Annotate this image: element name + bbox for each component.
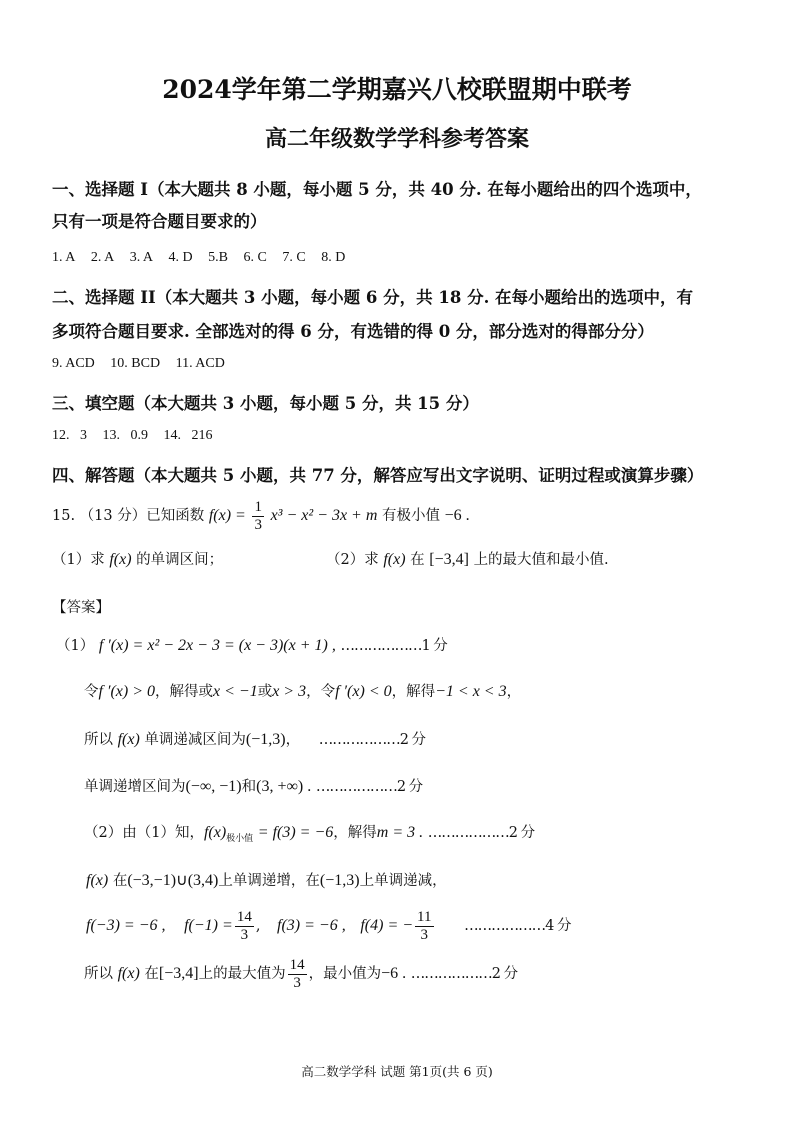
text: ，令: [306, 684, 336, 700]
frac-numerator: 11: [417, 908, 432, 925]
solution-line-8: [84, 954, 517, 994]
math: −1 < x < 3: [435, 683, 507, 700]
text: 上单调递增，在: [218, 873, 320, 889]
text: ，解得: [333, 825, 377, 841]
math: m = 3 .: [376, 824, 424, 841]
answer-item: 13. 0.9: [102, 428, 148, 443]
math: f(−1) =: [184, 917, 233, 934]
part-label: （1）: [56, 638, 95, 654]
text: 或: [257, 684, 273, 700]
text: 单调递增区间为: [84, 779, 186, 795]
math: f ′(x) > 0: [98, 683, 155, 700]
math: (−1,3): [319, 872, 360, 889]
solution-line-5: [84, 821, 534, 844]
math: (3, +∞) .: [256, 778, 312, 795]
math: f(x): [86, 872, 109, 889]
math: −6 .: [381, 965, 407, 982]
q15-part1: [52, 548, 223, 569]
answer-item: 10. BCD: [110, 356, 161, 371]
q15-func-lhs: f(x) =: [208, 507, 246, 524]
subscript: 极小值: [226, 833, 254, 844]
q15-func-rhs: x³ − x² − 3x + m: [270, 507, 378, 524]
page-footer: 高二数学学科 试题 第1页(共 6 页): [301, 1064, 493, 1079]
solution-line-4: [84, 775, 422, 796]
q15-part1-text: 的单调区间；: [136, 552, 224, 568]
section1-answers: [52, 250, 357, 266]
score-marker: ………………2 分: [410, 966, 518, 982]
q15-prefix: 15. （13 分）已知函数: [52, 508, 205, 524]
math: f(x): [203, 824, 227, 841]
section1-heading-line1: 一、选择题 I（本大题共 8 小题，每小题 5 分，共 40 分. 在每小题给出的四个选项中，: [52, 180, 702, 199]
text: ，: [285, 732, 301, 748]
math: f(x): [117, 731, 140, 748]
math: x < −1: [213, 683, 258, 700]
answer-item: 7. C: [282, 250, 306, 265]
text: （2）由（1）知，: [84, 825, 204, 841]
solution-line-6: [86, 869, 447, 890]
math: x > 3: [272, 683, 307, 700]
text: 在: [144, 966, 159, 982]
frac-numerator: 14: [236, 908, 252, 925]
score-marker: ………………2 分: [315, 779, 423, 795]
frac-denominator: 3: [293, 974, 301, 991]
answer-item: 6. C: [243, 250, 267, 265]
frac-numerator: 1: [254, 498, 262, 515]
math: f(4) = −: [360, 917, 414, 934]
math: (−∞, −1): [185, 778, 242, 795]
frac-denominator: 3: [254, 516, 262, 533]
math: [−3,4]: [158, 965, 199, 982]
answer-item: 2. A: [90, 250, 115, 265]
q15-cond-text: 有极小值: [382, 508, 441, 524]
frac-numerator: 14: [289, 956, 305, 973]
section2-answers: [52, 356, 237, 372]
frac-denominator: 3: [420, 926, 429, 943]
section3-heading: 三、填空题（本大题共 3 小题，每小题 5 分，共 15 分）: [52, 394, 479, 413]
math: f(3) = −6 ,: [277, 917, 346, 934]
score-marker: ………………2 分: [427, 825, 535, 841]
q15-part2: [326, 548, 609, 569]
section3-answers: [52, 428, 225, 444]
text: 所以: [84, 732, 113, 748]
q15-statement: [52, 498, 470, 534]
section2-heading-line2: 多项符合题目要求. 全部选对的得 6 分，有选错的得 0 分，部分选对的得部分分）: [52, 322, 654, 341]
score-marker: ………………4 分: [464, 918, 571, 934]
text: 上的最大值为: [198, 966, 286, 982]
q15-part1-label: （1）求: [52, 552, 105, 568]
section4-heading: 四、解答题（本大题共 5 小题，共 77 分，解答应写出文字说明、证明过程或演算步骤）: [52, 466, 704, 485]
answer-item: 8. D: [321, 250, 346, 265]
text: 所以: [84, 966, 113, 982]
text: 令: [84, 684, 99, 700]
q15-cond-value: −6 .: [444, 507, 470, 524]
math: (−1,3): [245, 731, 286, 748]
text: ，解得或: [155, 684, 213, 700]
answer-item: 9. ACD: [52, 356, 95, 371]
solution-label: 【答案】: [52, 600, 110, 616]
q15-part2-func: f(x): [383, 551, 406, 568]
answer-item: 1. A: [52, 250, 76, 265]
q15-part2-text-b: 上的最大值和最小值.: [473, 552, 609, 568]
answer-item: 14. 216: [163, 428, 213, 443]
score-marker: ………………1 分: [340, 638, 447, 654]
q15-fraction: [252, 499, 264, 534]
solution-line-2: [84, 680, 521, 701]
q15-part2-text-a: 在: [410, 552, 425, 568]
answer-item: 12. 3: [52, 428, 87, 443]
text: ，解得: [391, 684, 436, 700]
answer-item: 11. ACD: [175, 356, 225, 371]
fraction: [235, 909, 254, 944]
math: f(−3) = −6 ,: [86, 917, 166, 934]
fraction: [288, 957, 307, 992]
text: 在: [112, 873, 128, 889]
text: 单调递减区间为: [144, 732, 246, 748]
page-title: 2024学年第二学期嘉兴八校联盟期中联考: [162, 75, 632, 104]
q15-part1-func: f(x): [109, 551, 132, 568]
solution-line-3: [84, 728, 425, 749]
derivative-expression: f ′(x) = x² − 2x − 3 = (x − 3)(x + 1) ,: [98, 637, 336, 654]
text: ，最小值为: [308, 966, 382, 982]
text: ，: [506, 684, 522, 700]
text: 上单调递减，: [359, 873, 447, 889]
score-marker: ………………2 分: [318, 732, 426, 748]
section2-heading-line1: 二、选择题 II（本大题共 3 小题，每小题 6 分，共 18 分. 在每小题给出的选项中，有: [52, 288, 694, 307]
frac-denominator: 3: [240, 926, 249, 943]
answer-item: 3. A: [129, 250, 154, 265]
section1-heading-line2: 只有一项是符合题目要求的）: [52, 212, 267, 231]
text: 和: [241, 779, 257, 795]
answer-item: 5.B: [208, 250, 228, 265]
page-subtitle: 高二年级数学学科参考答案: [264, 126, 529, 152]
q15-part2-label: （2）求: [326, 552, 379, 568]
math: f ′(x) < 0: [335, 683, 392, 700]
solution-line-1: [56, 634, 447, 655]
answer-item: 4. D: [168, 250, 193, 265]
math: f(x): [117, 965, 140, 982]
math: (−3,−1)∪(3,4): [127, 872, 219, 889]
math: = f(3) = −6: [257, 824, 334, 841]
solution-line-7: f(−3) = −6 , f(−1) = $\frac{14}{3}$ , f(3) = −6 , f(4) = − $\frac{11}{3}$ ………………4 分: [86, 908, 571, 943]
q15-part2-interval: [−3,4]: [429, 551, 469, 568]
fraction: [415, 909, 433, 944]
